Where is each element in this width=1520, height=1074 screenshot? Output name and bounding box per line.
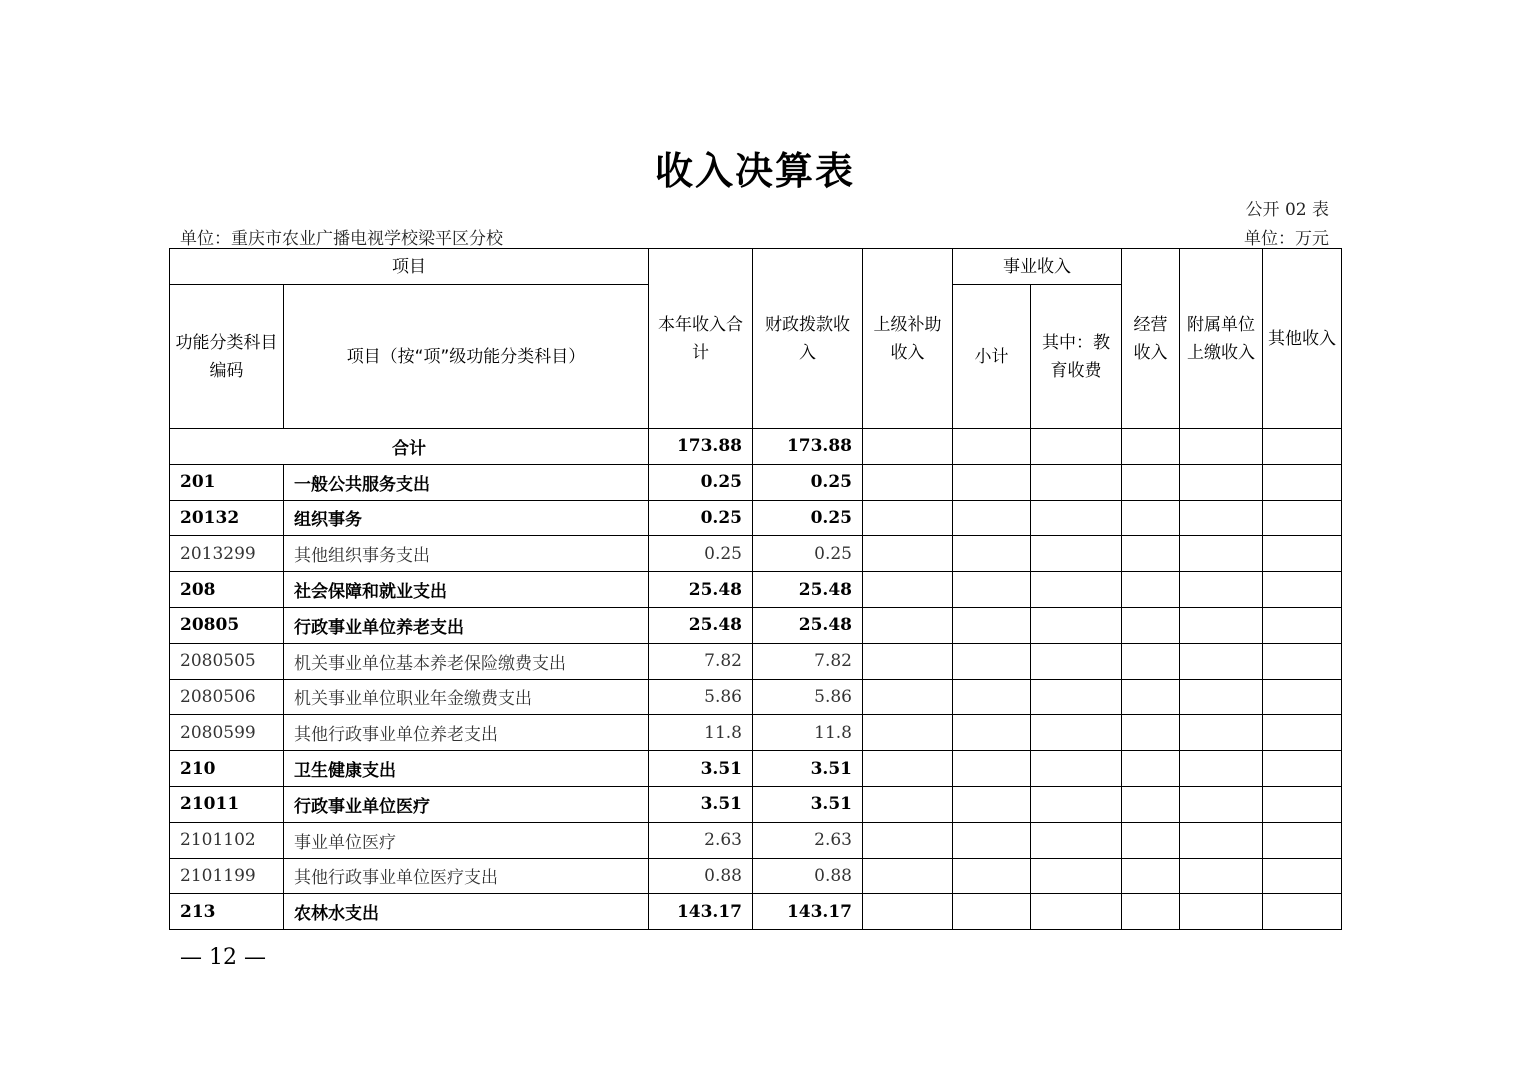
cell-empty (1263, 786, 1342, 822)
cell-code: 208 (170, 572, 284, 608)
cell-empty (953, 715, 1031, 751)
cell-empty (953, 536, 1031, 572)
cell-empty (1263, 536, 1342, 572)
cell-empty (1180, 786, 1263, 822)
cell-empty (1031, 536, 1122, 572)
cell-empty (1122, 643, 1180, 679)
cell-empty (863, 858, 953, 894)
cell-income-fiscal: 11.8 (753, 715, 863, 751)
cell-empty (1122, 679, 1180, 715)
cell-income-fiscal: 2.63 (753, 822, 863, 858)
cell-empty (863, 822, 953, 858)
cell-empty (953, 858, 1031, 894)
cell-empty (1031, 643, 1122, 679)
cell-empty (1263, 607, 1342, 643)
cell-income-total: 25.48 (649, 607, 753, 643)
table-row (170, 751, 1342, 787)
cell-income-fiscal: 5.86 (753, 679, 863, 715)
table-row (170, 894, 1342, 930)
cell-code: 201 (170, 464, 284, 500)
cell-empty (953, 464, 1031, 500)
cell-empty (863, 715, 953, 751)
cell-name: 事业单位医疗 (284, 822, 649, 858)
cell-income-fiscal: 0.88 (753, 858, 863, 894)
cell-name: 农林水支出 (284, 894, 649, 930)
cell-empty (1180, 894, 1263, 930)
cell-income-fiscal: 143.17 (753, 894, 863, 930)
cell-empty (1122, 500, 1180, 536)
cell-empty (1031, 858, 1122, 894)
currency-unit-label: 单位：万元 (1244, 229, 1329, 249)
cell-empty (1031, 786, 1122, 822)
cell-code: 21011 (170, 786, 284, 822)
cell-code: 2080505 (170, 643, 284, 679)
cell-empty (863, 643, 953, 679)
cell-code: 2101199 (170, 858, 284, 894)
cell-empty (1263, 751, 1342, 787)
cell-code: 2080506 (170, 679, 284, 715)
cell-name: 一般公共服务支出 (284, 464, 649, 500)
table-body (170, 429, 1342, 930)
table-row (170, 643, 1342, 679)
cell-empty (1263, 464, 1342, 500)
cell-code: 20132 (170, 500, 284, 536)
cell-code: 213 (170, 894, 284, 930)
cell-income-fiscal: 3.51 (753, 751, 863, 787)
total-fiscal: 173.88 (753, 429, 863, 465)
cell-empty (1180, 536, 1263, 572)
cell-empty (1031, 822, 1122, 858)
cell-empty (953, 751, 1031, 787)
cell-empty (1122, 858, 1180, 894)
cell-empty (863, 786, 953, 822)
cell-empty (1180, 822, 1263, 858)
cell-empty (1031, 464, 1122, 500)
income-table (169, 248, 1342, 930)
cell-name: 组织事务 (284, 500, 649, 536)
header-affiliated: 附属单位上缴收入 (1180, 249, 1263, 429)
cell-empty (1031, 500, 1122, 536)
cell-income-total: 2.63 (649, 822, 753, 858)
cell-empty (1263, 894, 1342, 930)
organization-label: 单位：重庆市农业广播电视学校梁平区分校 (180, 229, 503, 249)
cell-empty (1180, 572, 1263, 608)
cell-income-total: 0.25 (649, 536, 753, 572)
cell-income-fiscal: 7.82 (753, 643, 863, 679)
cell-code: 20805 (170, 607, 284, 643)
cell-empty (863, 536, 953, 572)
cell-empty (1031, 894, 1122, 930)
cell-empty (863, 607, 953, 643)
cell-name: 行政事业单位医疗 (284, 786, 649, 822)
cell-name: 机关事业单位职业年金缴费支出 (284, 679, 649, 715)
header-func-code: 功能分类科目编码 (170, 285, 284, 429)
cell-empty (1263, 715, 1342, 751)
cell-empty (1122, 715, 1180, 751)
cell-income-total: 143.17 (649, 894, 753, 930)
cell-empty (863, 679, 953, 715)
table-row (170, 536, 1342, 572)
cell-empty (1122, 572, 1180, 608)
cell-income-total: 11.8 (649, 715, 753, 751)
cell-empty (953, 500, 1031, 536)
table-row (170, 572, 1342, 608)
cell-income-fiscal: 25.48 (753, 572, 863, 608)
cell-empty (1180, 715, 1263, 751)
cell-name: 机关事业单位基本养老保险缴费支出 (284, 643, 649, 679)
cell-name: 其他行政事业单位医疗支出 (284, 858, 649, 894)
cell-empty (1180, 464, 1263, 500)
cell-empty (1031, 679, 1122, 715)
cell-income-total: 3.51 (649, 786, 753, 822)
header-other: 其他收入 (1263, 249, 1342, 429)
cell-empty (1031, 715, 1122, 751)
table-row (170, 679, 1342, 715)
page-title: 收入决算表 (654, 149, 855, 193)
cell-income-fiscal: 0.25 (753, 464, 863, 500)
cell-empty (1263, 822, 1342, 858)
cell-empty (863, 894, 953, 930)
table-row (170, 715, 1342, 751)
header-edu-fee: 其中：教育收费 (1031, 285, 1122, 429)
form-number: 公开 02 表 (1245, 200, 1329, 220)
cell-code: 2080599 (170, 715, 284, 751)
cell-empty (1122, 607, 1180, 643)
header-func-name: 项目（按“项”级功能分类科目） (284, 285, 649, 429)
total-income: 173.88 (649, 429, 753, 465)
cell-empty (1263, 572, 1342, 608)
cell-empty (1180, 500, 1263, 536)
cell-income-total: 0.25 (649, 500, 753, 536)
cell-empty (1122, 536, 1180, 572)
cell-income-total: 0.88 (649, 858, 753, 894)
cell-empty (1180, 751, 1263, 787)
cell-income-fiscal: 25.48 (753, 607, 863, 643)
total-row (170, 429, 1342, 465)
cell-empty (1122, 894, 1180, 930)
table-row (170, 607, 1342, 643)
cell-empty (953, 572, 1031, 608)
cell-empty (1263, 858, 1342, 894)
cell-empty (1263, 500, 1342, 536)
cell-name: 行政事业单位养老支出 (284, 607, 649, 643)
cell-code: 210 (170, 751, 284, 787)
cell-empty (1122, 822, 1180, 858)
cell-empty (1031, 572, 1122, 608)
cell-code: 2101102 (170, 822, 284, 858)
header-superior: 上级补助收入 (863, 249, 953, 429)
total-label: 合计 (170, 429, 649, 465)
cell-empty (1263, 643, 1342, 679)
cell-empty (953, 679, 1031, 715)
cell-empty (1180, 607, 1263, 643)
cell-empty (1031, 607, 1122, 643)
cell-empty (1263, 679, 1342, 715)
header-subtotal: 小计 (953, 285, 1031, 429)
cell-empty (953, 786, 1031, 822)
table-row (170, 858, 1342, 894)
header-total: 本年收入合计 (649, 249, 753, 429)
cell-empty (1031, 751, 1122, 787)
header-row-top (170, 249, 1342, 285)
cell-income-total: 3.51 (649, 751, 753, 787)
cell-empty (1122, 751, 1180, 787)
page-number: — 12 — (180, 945, 266, 970)
cell-empty (953, 643, 1031, 679)
table-row (170, 786, 1342, 822)
cell-income-total: 5.86 (649, 679, 753, 715)
header-business: 事业收入 (953, 249, 1122, 285)
header-item: 项目 (170, 249, 649, 285)
table-row (170, 822, 1342, 858)
cell-code: 2013299 (170, 536, 284, 572)
cell-empty (863, 500, 953, 536)
cell-empty (1180, 679, 1263, 715)
header-operating: 经营收入 (1122, 249, 1180, 429)
cell-income-fiscal: 0.25 (753, 500, 863, 536)
cell-empty (863, 751, 953, 787)
table-row (170, 464, 1342, 500)
cell-name: 其他组织事务支出 (284, 536, 649, 572)
cell-income-total: 25.48 (649, 572, 753, 608)
cell-income-total: 7.82 (649, 643, 753, 679)
table-row (170, 500, 1342, 536)
cell-empty (1122, 786, 1180, 822)
cell-income-fiscal: 0.25 (753, 536, 863, 572)
cell-empty (1180, 858, 1263, 894)
cell-empty (863, 572, 953, 608)
cell-income-total: 0.25 (649, 464, 753, 500)
cell-empty (1180, 643, 1263, 679)
cell-empty (863, 464, 953, 500)
cell-name: 社会保障和就业支出 (284, 572, 649, 608)
cell-empty (953, 607, 1031, 643)
header-fiscal: 财政拨款收入 (753, 249, 863, 429)
cell-income-fiscal: 3.51 (753, 786, 863, 822)
cell-empty (953, 822, 1031, 858)
cell-name: 卫生健康支出 (284, 751, 649, 787)
cell-empty (1122, 464, 1180, 500)
cell-name: 其他行政事业单位养老支出 (284, 715, 649, 751)
cell-empty (953, 894, 1031, 930)
